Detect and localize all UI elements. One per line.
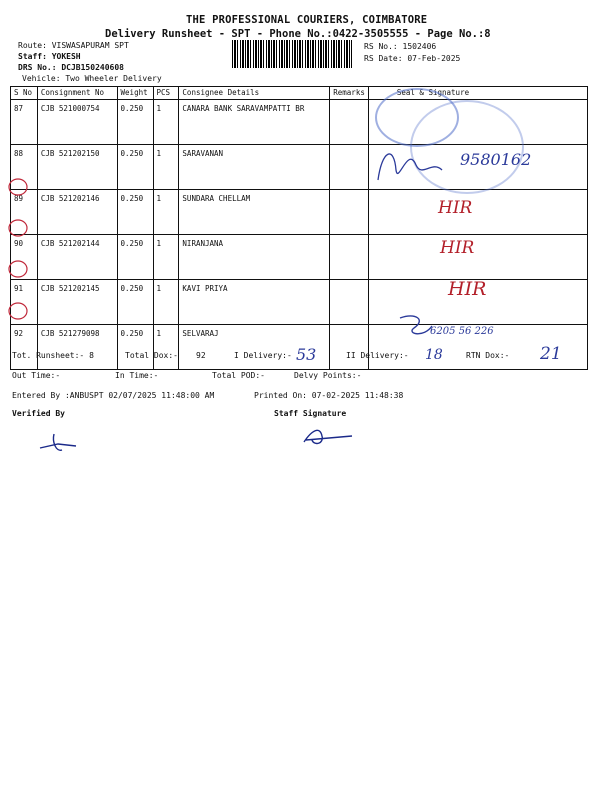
route: Route: VISWASAPURAM SPT bbox=[18, 41, 129, 50]
cell-consignment: CJB 521202150 bbox=[37, 145, 117, 190]
cell-sno: 88 bbox=[11, 145, 38, 190]
in-time: In Time:- bbox=[115, 371, 159, 380]
table-header-row bbox=[11, 87, 588, 100]
table-row bbox=[11, 280, 588, 325]
cell-weight: 0.250 bbox=[117, 235, 153, 280]
total-dox-value: 92 bbox=[196, 351, 206, 360]
cell-remarks bbox=[330, 235, 369, 280]
cell-signature bbox=[368, 190, 587, 235]
sno-circle-marks bbox=[4, 170, 34, 330]
cell-consignment: CJB 521202145 bbox=[37, 280, 117, 325]
cell-consignment: CJB 521202146 bbox=[37, 190, 117, 235]
rtn-dox-label: RTN Dox:- bbox=[466, 351, 510, 360]
rs-date: RS Date: 07-Feb-2025 bbox=[364, 54, 461, 63]
verifier-signature bbox=[36, 430, 86, 456]
cell-remarks bbox=[330, 325, 369, 370]
cell-remarks bbox=[330, 100, 369, 145]
cell-pcs: 1 bbox=[153, 190, 179, 235]
col-seal-signature: Seal & Signature bbox=[368, 87, 587, 100]
col-consignee: Consignee Details bbox=[179, 87, 330, 100]
barcode bbox=[232, 40, 352, 68]
runsheet-title: Delivery Runsheet - SPT - Phone No.:0422-3505555 - Page No.:8 bbox=[105, 28, 491, 40]
company-name: THE PROFESSIONAL COURIERS, COIMBATORE bbox=[186, 14, 428, 26]
handwritten-hir-89: HIR bbox=[438, 198, 473, 218]
cell-weight: 0.250 bbox=[117, 280, 153, 325]
cell-consignee: SUNDARA CHELLAM bbox=[179, 190, 330, 235]
printed-on: Printed On: 07-02-2025 11:48:38 bbox=[254, 391, 404, 400]
vehicle: Vehicle: Two Wheeler Delivery bbox=[22, 74, 162, 83]
col-consignment: Consignment No bbox=[37, 87, 117, 100]
staff-signature-label: Staff Signature bbox=[274, 409, 347, 418]
cell-consignment: CJB 521279098 bbox=[37, 325, 117, 370]
cell-sno: 87 bbox=[11, 100, 38, 145]
cell-sno: 90 bbox=[11, 235, 38, 280]
drs-number: DRS No.: DCJB150240608 bbox=[18, 63, 124, 72]
cell-consignee: KAVI PRIYA bbox=[179, 280, 330, 325]
cell-sno: 92 bbox=[11, 325, 38, 370]
delvy-points: Delvy Points:- bbox=[294, 371, 362, 380]
cell-pcs: 1 bbox=[153, 145, 179, 190]
handwritten-hir-90: HIR bbox=[440, 238, 475, 258]
cell-consignee: SARAVANAN bbox=[179, 145, 330, 190]
cell-pcs: 1 bbox=[153, 235, 179, 280]
cell-remarks bbox=[330, 145, 369, 190]
ii-delivery-label: II Delivery:- bbox=[346, 351, 409, 360]
staff: Staff: YOKESH bbox=[18, 52, 81, 61]
col-remarks: Remarks bbox=[330, 87, 369, 100]
cell-weight: 0.250 bbox=[117, 325, 153, 370]
table-row bbox=[11, 235, 588, 280]
cell-weight: 0.250 bbox=[117, 145, 153, 190]
tot-runsheet: Tot. Runsheet:- 8 bbox=[12, 351, 94, 360]
handwritten-phone: 9580162 bbox=[460, 150, 532, 169]
cell-consignment: CJB 521202144 bbox=[37, 235, 117, 280]
rs-number: RS No.: 1502406 bbox=[364, 42, 437, 51]
cell-remarks bbox=[330, 280, 369, 325]
rtn-dox-value: 21 bbox=[540, 344, 562, 364]
cell-weight: 0.250 bbox=[117, 190, 153, 235]
total-pod: Total POD:- bbox=[212, 371, 265, 380]
table-row bbox=[11, 190, 588, 235]
cell-weight: 0.250 bbox=[117, 100, 153, 145]
out-time: Out Time:- bbox=[12, 371, 61, 380]
cell-pcs: 1 bbox=[153, 325, 179, 370]
i-delivery-value: 53 bbox=[296, 345, 317, 364]
cell-remarks bbox=[330, 190, 369, 235]
i-delivery-label: I Delivery:- bbox=[234, 351, 292, 360]
verified-by: Verified By bbox=[12, 409, 65, 418]
staff-signature bbox=[298, 424, 358, 450]
cell-sno: 91 bbox=[11, 280, 38, 325]
entered-by: Entered By :ANBUSPT 02/07/2025 11:48:00 AM bbox=[12, 391, 215, 400]
ii-delivery-value: 18 bbox=[425, 347, 443, 363]
col-weight: Weight bbox=[117, 87, 153, 100]
cell-consignee: NIRANJANA bbox=[179, 235, 330, 280]
cell-signature bbox=[368, 235, 587, 280]
cell-consignment: CJB 521000754 bbox=[37, 100, 117, 145]
cell-pcs: 1 bbox=[153, 280, 179, 325]
cell-consignee: CANARA BANK SARAVAMPATTI BR bbox=[179, 100, 330, 145]
handwritten-hir-91: HIR bbox=[448, 278, 487, 300]
total-dox-label: Total Dox:- bbox=[125, 351, 178, 360]
col-sno: S No bbox=[11, 87, 38, 100]
handwritten-note-92: 6205 56 226 bbox=[430, 326, 494, 337]
cell-pcs: 1 bbox=[153, 100, 179, 145]
cell-consignee: SELVARAJ bbox=[179, 325, 330, 370]
col-pcs: PCS bbox=[153, 87, 179, 100]
cell-sno: 89 bbox=[11, 190, 38, 235]
